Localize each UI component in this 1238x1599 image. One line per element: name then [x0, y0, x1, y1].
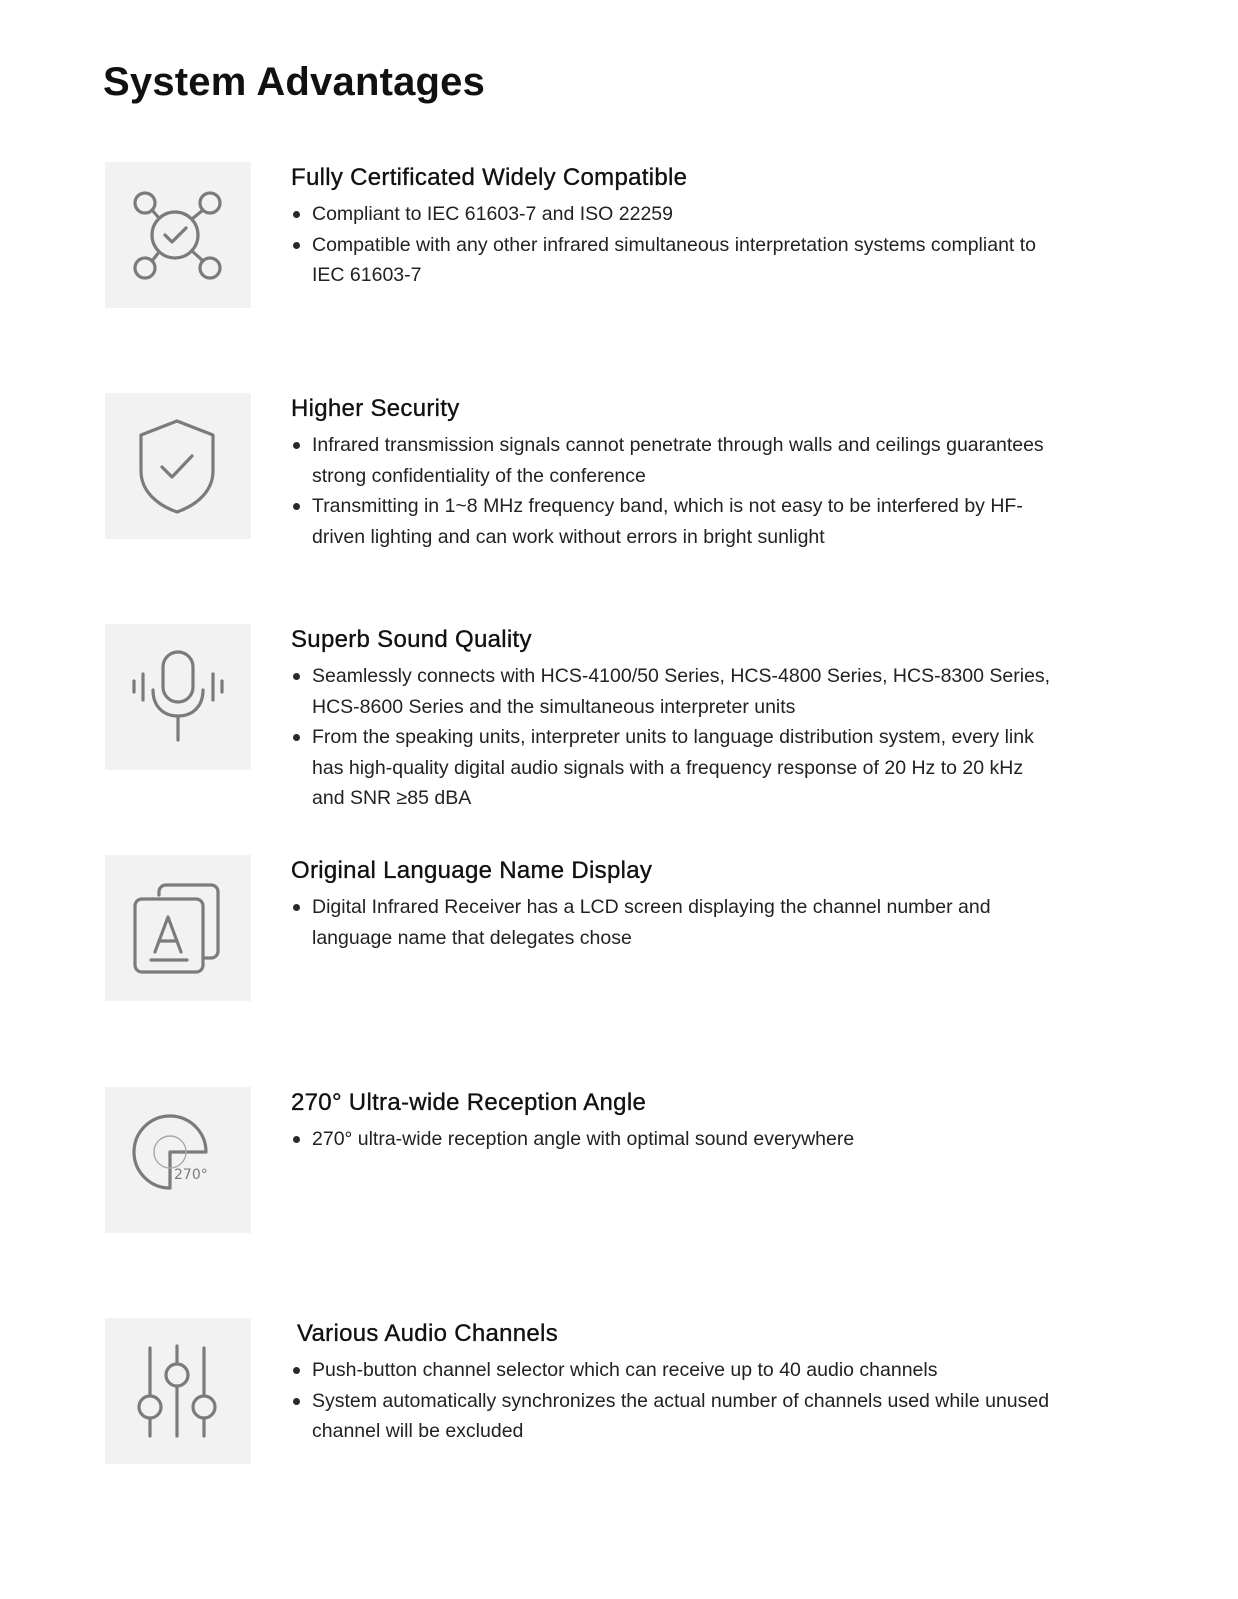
bullet-item: From the speaking units, interpreter units to language distribution system, every link has high-quality digital audio signals with a frequency response of 20 Hz to 20 kHz and SNR ≥85 dBA	[291, 722, 1051, 814]
bullet-list	[291, 661, 1051, 814]
reception-angle-icon	[105, 1087, 251, 1233]
bullet-item: Compatible with any other infrared simultaneous interpretation systems compliant to IEC 61603-7	[291, 230, 1051, 291]
bullet-item: Digital Infrared Receiver has a LCD screen displaying the channel number and language name that delegates chose	[291, 892, 1051, 953]
reception-angle-label: 270°	[174, 1167, 208, 1183]
feature-title: Original Language Name Display	[291, 857, 653, 884]
feature-title: Higher Security	[291, 395, 460, 422]
bullet-item: Push-button channel selector which can receive up to 40 audio channels	[291, 1355, 1057, 1386]
feature-title: Fully Certificated Widely Compatible	[291, 164, 688, 191]
bullet-list	[291, 199, 1051, 291]
bullet-list	[291, 1355, 1057, 1447]
feature-text	[297, 1319, 1057, 1447]
feature-title: Superb Sound Quality	[291, 626, 532, 653]
microphone-icon	[105, 624, 251, 770]
feature-text	[291, 394, 1051, 552]
sliders-icon	[105, 1318, 251, 1464]
bullet-item: Transmitting in 1~8 MHz frequency band, which is not easy to be interfered by HF-driven lighting and can work without errors in bright sunlight	[291, 491, 1051, 552]
bullet-item: 270° ultra-wide reception angle with optimal sound everywhere	[291, 1124, 1051, 1155]
bullet-item: Infrared transmission signals cannot penetrate through walls and ceilings guarantees strong confidentiality of the conference	[291, 430, 1051, 491]
bullet-item: Compliant to IEC 61603-7 and ISO 22259	[291, 199, 1051, 230]
language-card-icon	[105, 855, 251, 1001]
feature-title: 270° Ultra-wide Reception Angle	[291, 1089, 647, 1116]
feature-text	[291, 163, 1051, 291]
bullet-list	[291, 892, 1051, 953]
bullet-item: Seamlessly connects with HCS-4100/50 Series, HCS-4800 Series, HCS-8300 Series, HCS-8600 Series and the simultaneous interpreter units	[291, 661, 1051, 722]
feature-text	[291, 856, 1051, 953]
shield-check-icon	[105, 393, 251, 539]
bullet-list	[291, 1124, 1051, 1155]
network-check-icon	[105, 162, 251, 308]
feature-text	[291, 1088, 1051, 1155]
page-title: System Advantages	[103, 60, 486, 104]
feature-text	[291, 625, 1051, 814]
feature-title: Various Audio Channels	[297, 1320, 558, 1347]
bullet-item: System automatically synchronizes the actual number of channels used while unused channel will be excluded	[291, 1386, 1057, 1447]
bullet-list	[291, 430, 1051, 552]
